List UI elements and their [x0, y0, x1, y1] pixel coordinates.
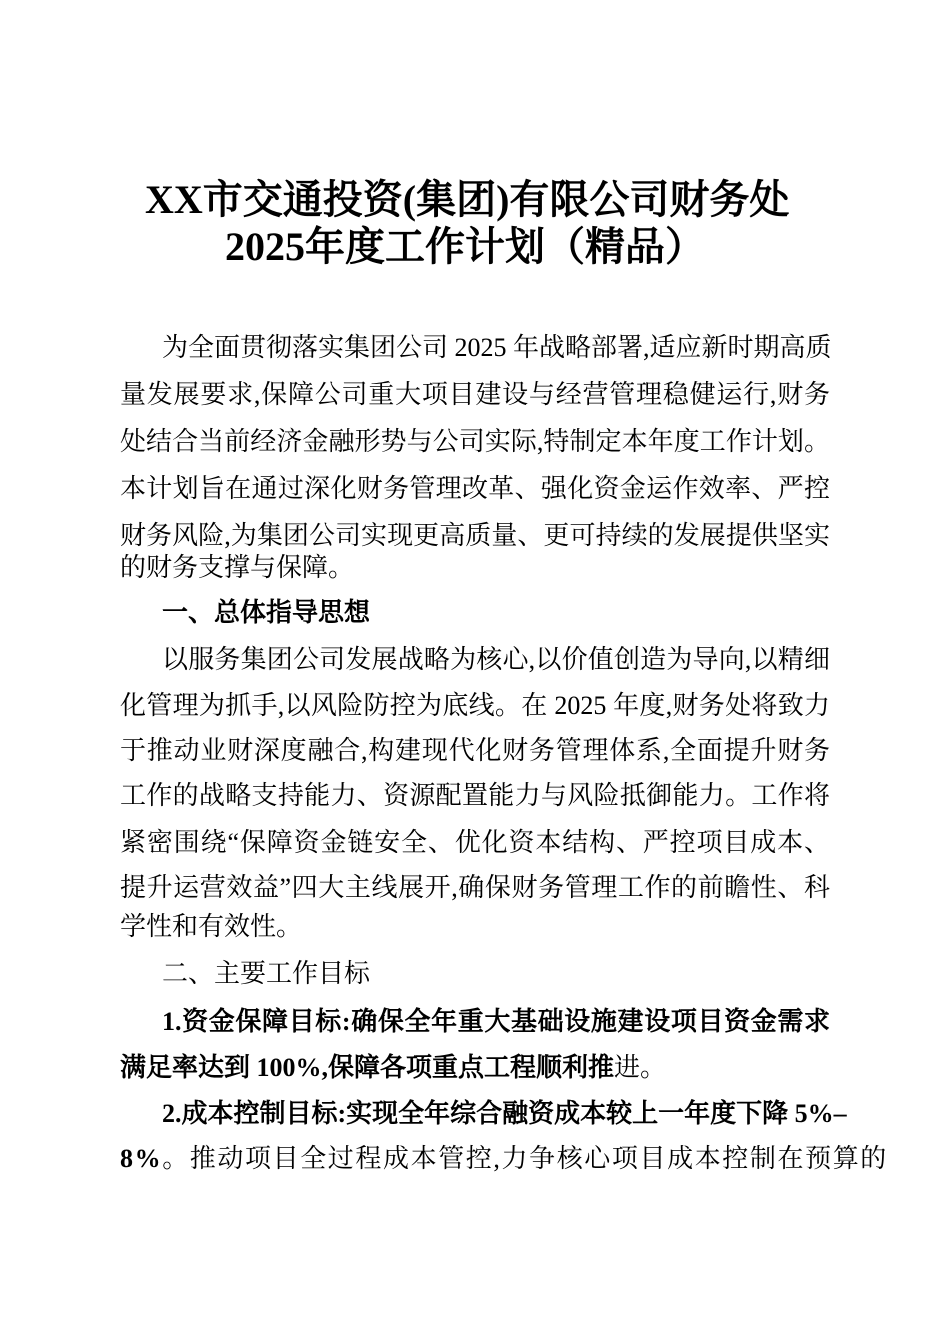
text-line: 的财务支撑与保障。: [120, 553, 355, 582]
text-line: 2.成本控制目标:实现全年综合融资成本较上一年度下降 5%–: [162, 1099, 847, 1128]
text-line: 紧密围绕“保障资金链安全、优化资本结构、严控项目成本、: [120, 828, 830, 857]
text-line: 为全面贯彻落实集团公司 2025 年战略部署,适应新时期高质: [162, 333, 832, 362]
text-line: 本计划旨在通过深化财务管理改革、强化资金运作效率、严控: [120, 474, 830, 503]
normal-text: 。推动项目全过程成本管控,力争核心项目成本控制在预算的: [162, 1144, 888, 1173]
text-line: 学性和有效性。: [120, 912, 303, 941]
text-line: 提升运营效益”四大主线展开,确保财务管理工作的前瞻性、科: [120, 873, 830, 902]
section-heading-2: 二、主要工作目标: [162, 958, 371, 988]
text-line: 以服务集团公司发展战略为核心,以价值创造为导向,以精细: [162, 645, 830, 674]
text-line: [120, 1048, 830, 1088]
document-title-line-1: XX市交通投资(集团)有限公司财务处: [145, 177, 790, 222]
document-title-line-2: 2025年度工作计划（精品）: [225, 224, 705, 269]
bold-text: 满足率达到 100%,保障各项重点工程顺利推: [120, 1053, 615, 1082]
text-line: 化管理为抓手,以风险防控为底线。在 2025 年度,财务处将致力: [120, 691, 830, 720]
text-line: 1.资金保障目标:确保全年重大基础设施建设项目资金需求: [162, 1007, 830, 1036]
normal-text: 进。: [614, 1053, 667, 1082]
text-line: 于推动业财深度融合,构建现代化财务管理体系,全面提升财务: [120, 736, 830, 765]
text-line: 处结合当前经济金融形势与公司实际,特制定本年度工作计划。: [120, 427, 830, 456]
bold-text: 8%: [120, 1144, 163, 1173]
text-line: 量发展要求,保障公司重大项目建设与经营管理稳健运行,财务: [120, 380, 830, 409]
text-line: 财务风险,为集团公司实现更高质量、更可持续的发展提供坚实: [120, 521, 830, 550]
text-line: [120, 1139, 888, 1179]
section-heading-1: 一、总体指导思想: [162, 597, 371, 627]
text-line: 工作的战略支持能力、资源配置能力与风险抵御能力。工作将: [120, 781, 830, 810]
